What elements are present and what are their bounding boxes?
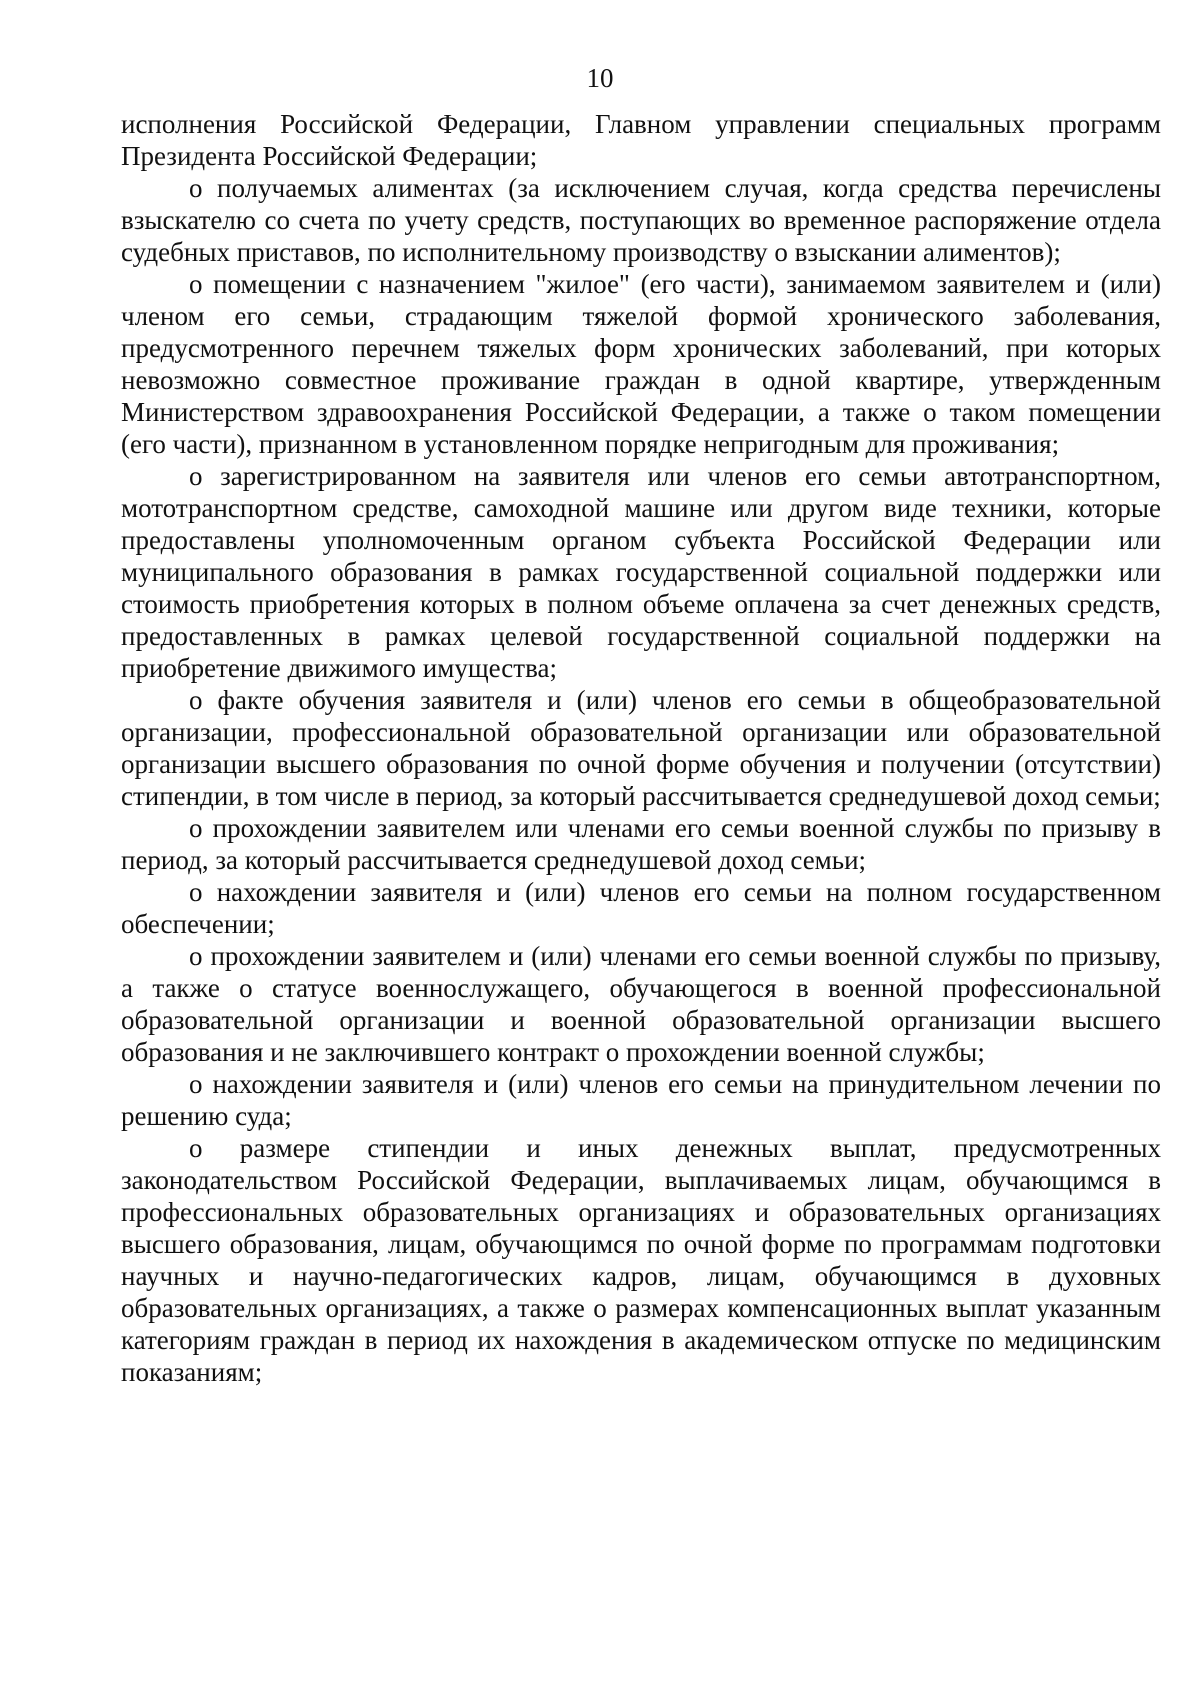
paragraph-vehicles: о зарегистрированном на заявителя или членов его семьи автотранспортном, мототранспортном средстве, самоходной машине или другом виде техники, которые предоставлены уполномоченным органом субъекта Российской Федерации или муниципального образования в рамках государственной социальной поддержки или стоимость приобретения которых в полном объеме оплачена за счет денежных средств, предоставленных в рамках целевой государственной социальной поддержки на приобретение движимого имущества; [121,461,1161,683]
paragraph-residential-premises: о помещении с назначением "жилое" (его части), занимаемом заявителем и (или) членом его семьи, страдающим тяжелой формой хронического заболевания, предусмотренного перечнем тяжелых форм хронических заболеваний, при которых невозможно совместное проживание граждан в одной квартире, утвержденным Министерством здравоохранения Российской Федерации, а также о таком помещении (его части), признанном в установленном порядке непригодным для проживания; [121,269,1161,459]
paragraph-education: о факте обучения заявителя и (или) членов его семьи в общеобразовательной организации, профессиональной образовательной организации или образовательной организации высшего образования по очной форме обучения и получении (отсутствии) стипендии, в том числе в период, за который рассчитывается среднедушевой доход семьи; [121,685,1161,811]
page-number: 10 [586,63,614,93]
paragraph-compulsory-treatment: о нахождении заявителя и (или) членов его семьи на принудительном лечении по решению суда; [121,1069,1161,1131]
paragraph-stipend: о размере стипендии и иных денежных выплат, предусмотренных законодательством Российской Федерации, выплачиваемых лицам, обучающимся в профессиональных образовательных организациях и образовательных организациях высшего образования, лицам, обучающимся по очной форме по программам подготовки научных и научно-педагогических кадров, лицам, обучающимся в духовных образовательных организациях, а также о размерах компенсационных выплат указанным категориям граждан в период их нахождения в академическом отпуске по медицинским показаниям; [121,1133,1161,1387]
paragraph-continuation: исполнения Российской Федерации, Главном управлении специальных программ Президента Российской Федерации; [121,109,1161,171]
paragraph-alimony: о получаемых алиментах (за исключением случая, когда средства перечислены взыскателю со счета по учету средств, поступающих во временное распоряжение отдела судебных приставов, по исполнительному производству о взыскании алиментов); [121,173,1161,267]
paragraph-military-status: о прохождении заявителем и (или) членами его семьи военной службы по призыву, а также о статусе военнослужащего, обучающегося в военной профессиональной образовательной организации и военной образовательной организации высшего образования и не заключившего контракт о прохождении военной службы; [121,941,1161,1067]
paragraph-state-support: о нахождении заявителя и (или) членов его семьи на полном государственном обеспечении; [121,877,1161,939]
paragraph-military-service: о прохождении заявителем или членами его семьи военной службы по призыву в период, за который рассчитывается среднедушевой доход семьи; [121,813,1161,875]
document-body [121,108,1161,1388]
